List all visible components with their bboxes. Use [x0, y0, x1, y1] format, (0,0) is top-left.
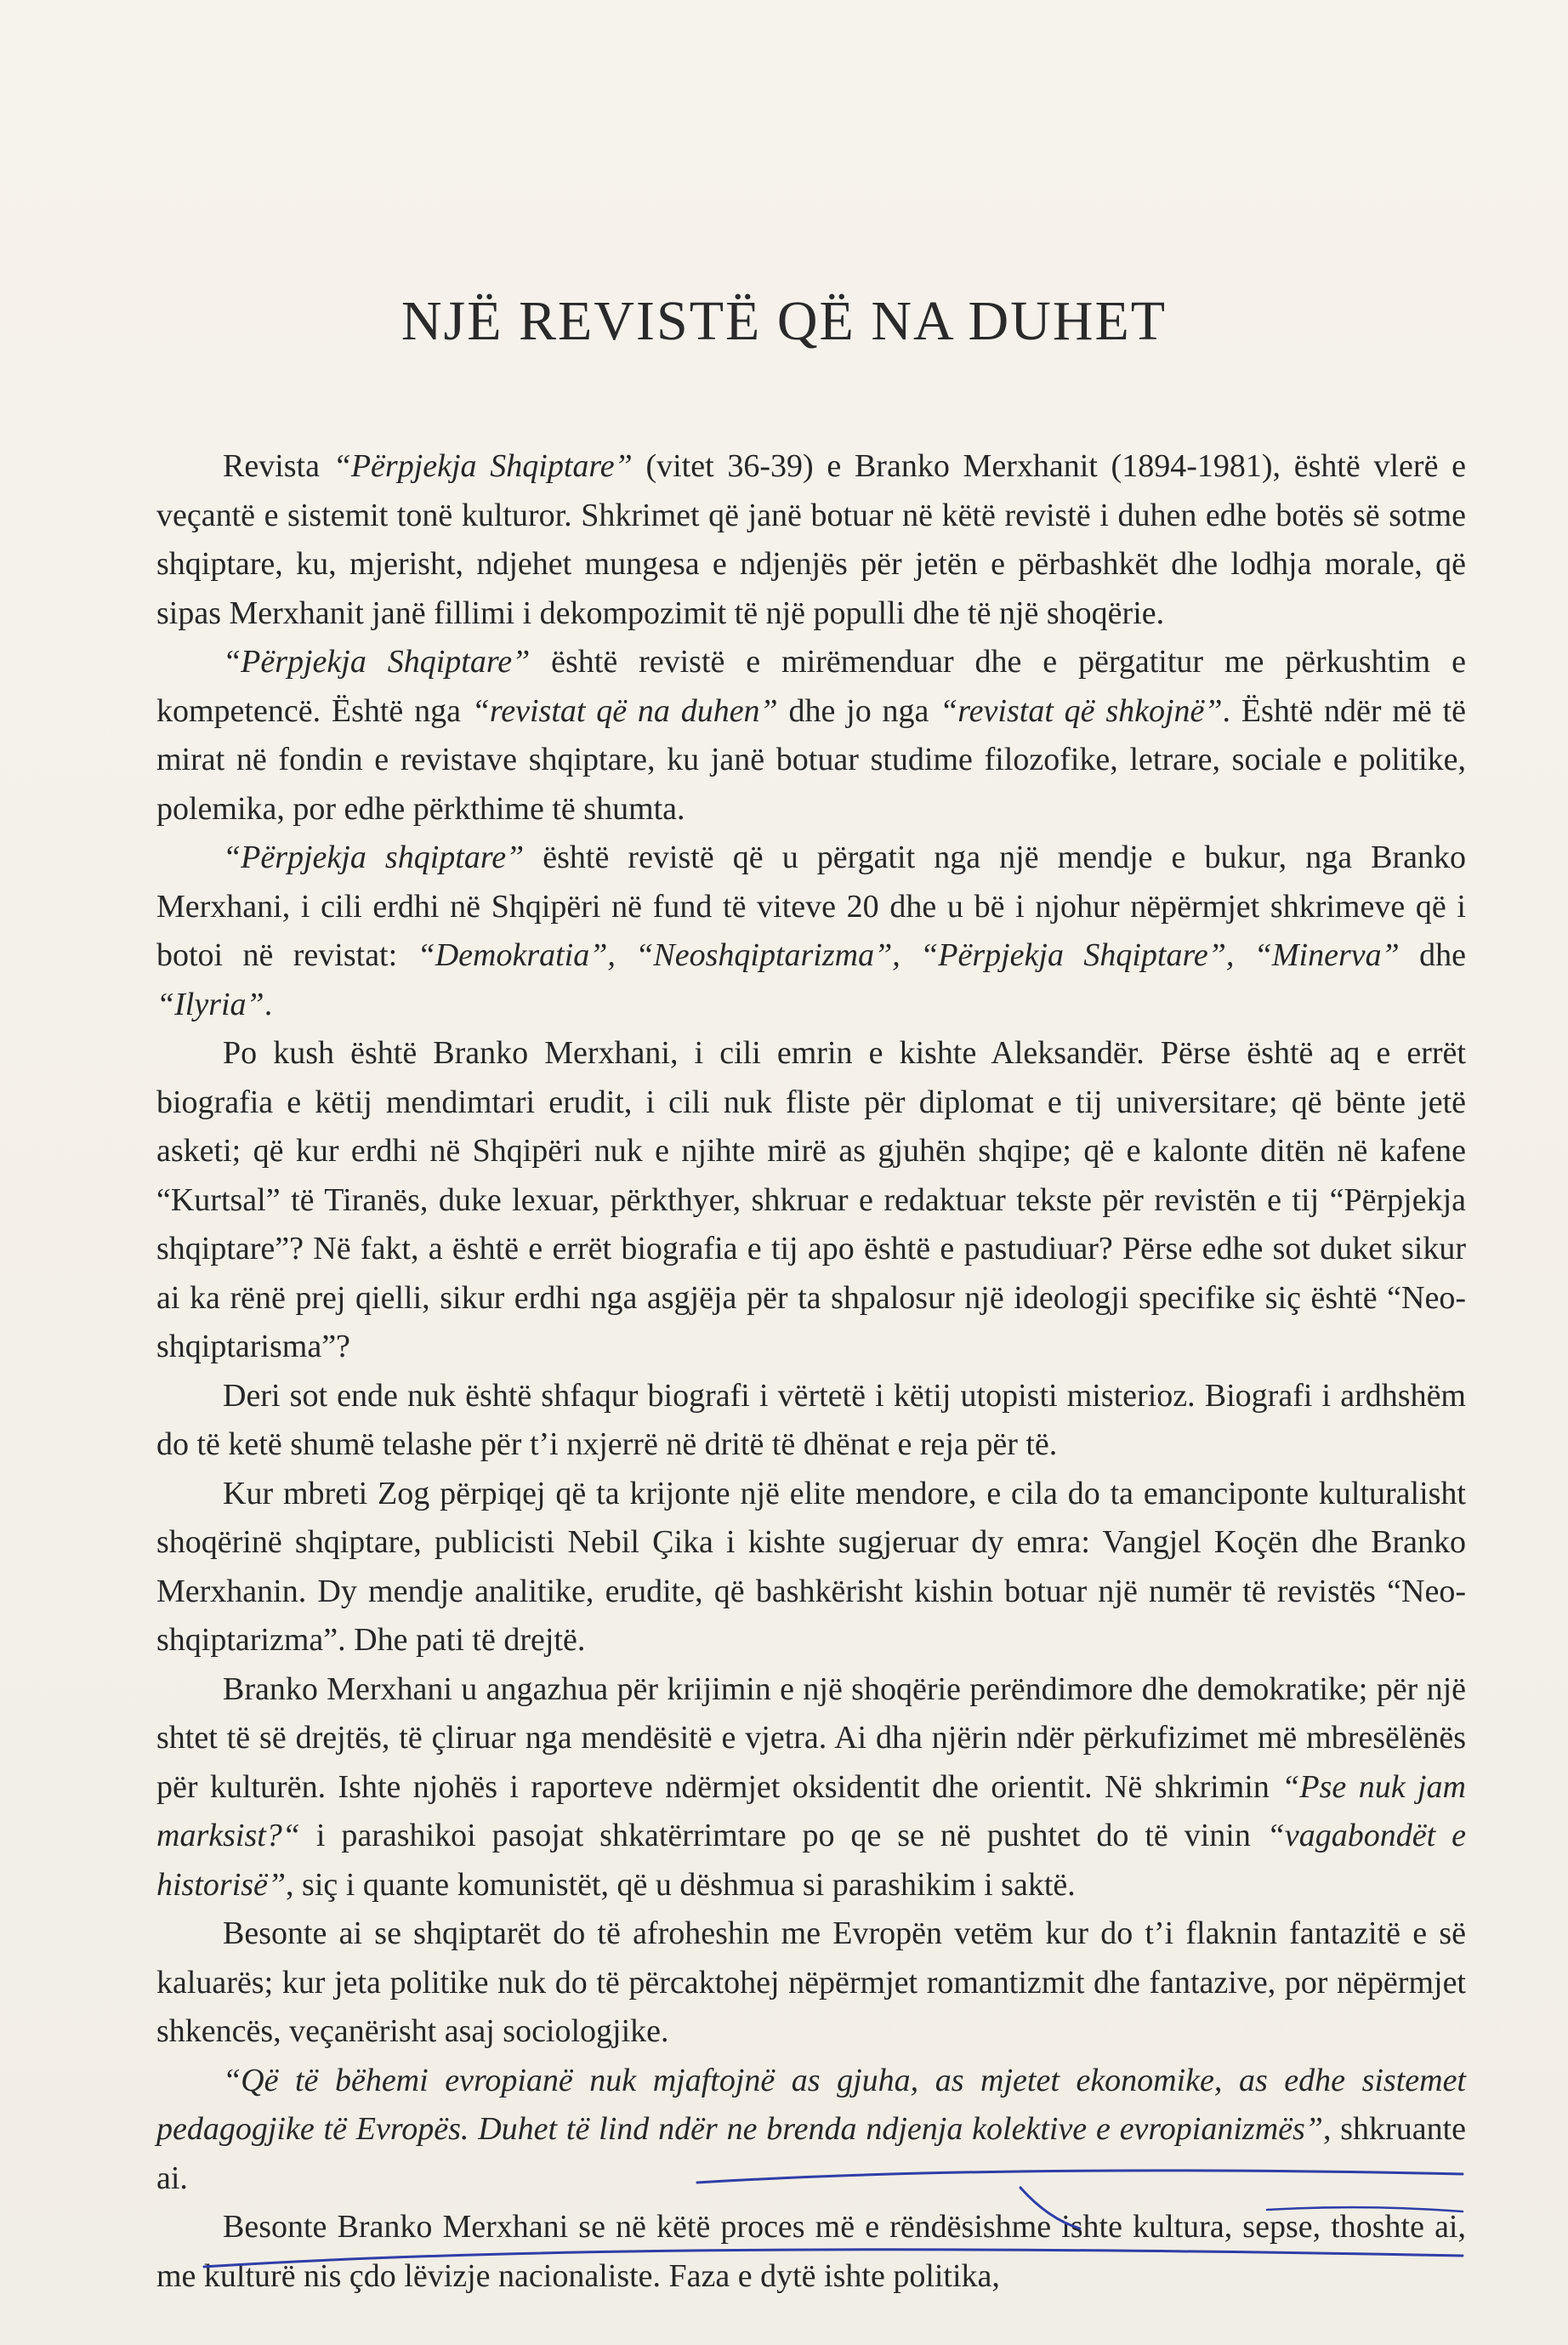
text-segment: dhe jo nga	[777, 692, 940, 729]
article-body	[156, 442, 1466, 2301]
text-segment: dhe	[1399, 937, 1467, 973]
text-segment: Revista	[223, 448, 333, 484]
text-segment: Besonte ai se shqiptarët do të afroheshin me Evropën vetëm kur do t’i flaknin fantazitë e së kaluarës; kur jeta politike nuk do të përcaktohej nëpërmjet romantizmit dhe fantazive, por nëpërmjet shkencës, veçanërisht asaj sociologjike.	[156, 1915, 1466, 2049]
paragraph	[156, 2203, 1466, 2301]
italic-text-segment: “revistat që shkojnë”	[940, 692, 1223, 729]
italic-text-segment: “vagabondët e historisë”	[156, 1818, 1466, 1903]
text-segment: . Është ndër më të mirat në fondin e revistave shqiptare, ku janë botuar studime filozofike, letrare, sociale e politike, polemika, por edhe përkthime të shumta.	[156, 692, 1467, 827]
italic-text-segment: “Demokratia”, “Neoshqiptarizma”, “Përpjekja Shqiptare”, “Minerva”	[417, 937, 1400, 973]
italic-text-segment: “revistat që na duhen”	[471, 692, 778, 729]
text-segment: , siç i quante komunistët, që u dëshmua si parashikim i saktë.	[286, 1866, 1076, 1903]
text-segment: .	[264, 986, 273, 1022]
text-segment: , shkruante ai.	[156, 2111, 1466, 2196]
paragraph	[156, 1029, 1466, 1372]
paragraph	[156, 1910, 1466, 2057]
italic-text-segment: “Që të bëhemi evropianë nuk mjaftojnë as gjuha, as mjetet ekonomike, as edhe sistemet pedagogjike të Evropës. Duhet të lind ndër ne brenda ndjenja kolektive e evropianizmës”	[156, 2062, 1466, 2147]
paragraph	[156, 638, 1466, 834]
italic-text-segment: “Pse nuk jam marksist?“	[156, 1768, 1466, 1853]
text-segment: (vitet 36-39) e Branko Merxhanit (1894-1981), është vlerë e veçantë e sistemit tonë kulturor. Shkrimet që janë botuar në këtë revistë i duhen edhe botës së sotme shqiptare, ku, mjerisht, ndjehet mungesa e ndjenjës për jetën e përbashkët dhe lodhja morale, që sipas Merxhanit janë fillimi i dekompozimit të një populli dhe të një shoqërie.	[156, 448, 1467, 631]
paragraph	[156, 834, 1466, 1029]
page-title: NJË REVISTË QË NA DUHET	[401, 290, 1167, 352]
paragraph	[156, 2057, 1466, 2204]
text-segment: Deri sot ende nuk është shfaqur biografi i vërtetë i këtij utopisti misterioz. Biografi i ardhshëm do të ketë shumë telashe për t’i nxjerrë në dritë të dhënat e reja për të.	[156, 1377, 1466, 1462]
italic-text-segment: “Përpjekja shqiptare”	[223, 840, 525, 875]
paragraph	[156, 1665, 1466, 1910]
text-segment: Branko Merxhani u angazhua për krijimin e një shoqërie perëndimore dhe demokratike; për një shtet të së drejtës, të çliruar nga mendësitë e vjetra. Ai dha njërin ndër përkufizimet më mbresëlënës për kulturën. Ishte njohës i raporteve ndërmjet oksidentit dhe orientit. Në shkrimin	[156, 1671, 1466, 1805]
text-segment: Po kush është Branko Merxhani, i cili emrin e kishte Aleksandër. Përse është aq e errët biografia e këtij mendimtari erudit, i cili nuk fliste për diplomat e tij universitare; që bënte jetë asketi; që kur erdhi në Shqipëri nuk e njihte mirë as gjuhën shqipe; që e kalonte ditën në kafene “Kurtsal” të Tiranës, duke lexuar, përkthyer, shkruar e redaktuar tekste për revistën e tij “Përpjekja shqiptare”? Në fakt, a është e errët biografia e tij apo është e pastudiuar? Përse edhe sot duket sikur ai ka rënë prej qielli, sikur erdhi nga asgjëja për ta shpalosur një ideologji specifike siç është “Neo-shqiptarisma”?	[156, 1035, 1466, 1364]
italic-text-segment: “Përpjekja Shqiptare”	[332, 448, 633, 484]
text-segment: është revistë e mirëmenduar dhe e përgatitur me përkushtim e kompetencë. Është nga	[156, 644, 1466, 729]
text-segment: Besonte Branko Merxhani se në këtë proces më e rëndësishme ishte kultura, sepse, thoshte ai, me kulturë nis çdo lëvizje nacionaliste. Faza e dytë ishte politika,	[156, 2209, 1466, 2294]
text-segment: është revistë që u përgatit nga një mendje e bukur, nga Branko Merxhani, i cili erdhi në Shqipëri në fund të viteve 20 dhe u bë i njohur nëpërmjet shkrimeve që i botoi në revistat:	[156, 840, 1466, 973]
text-segment: i parashikoi pasojat shkatërrimtare po qe se në pushtet do të vinin	[299, 1818, 1267, 1853]
italic-text-segment: “Përpjekja Shqiptare”	[223, 644, 531, 680]
paragraph	[156, 1470, 1466, 1665]
paragraph	[156, 1372, 1466, 1470]
italic-text-segment: “Ilyria”	[156, 986, 264, 1022]
text-segment: Kur mbreti Zog përpiqej që ta krijonte një elite mendore, e cila do ta emanciponte kulturalisht shoqërinë shqiptare, publicisti Nebil Çika i kishte sugjeruar dy emra: Vangjel Koçën dhe Branko Merxhanin. Dy mendje analitike, erudite, që bashkërisht kishin botuar një numër të revistës “Neo-shqiptarizma”. Dhe pati të drejtë.	[156, 1475, 1466, 1658]
paragraph	[156, 442, 1466, 638]
